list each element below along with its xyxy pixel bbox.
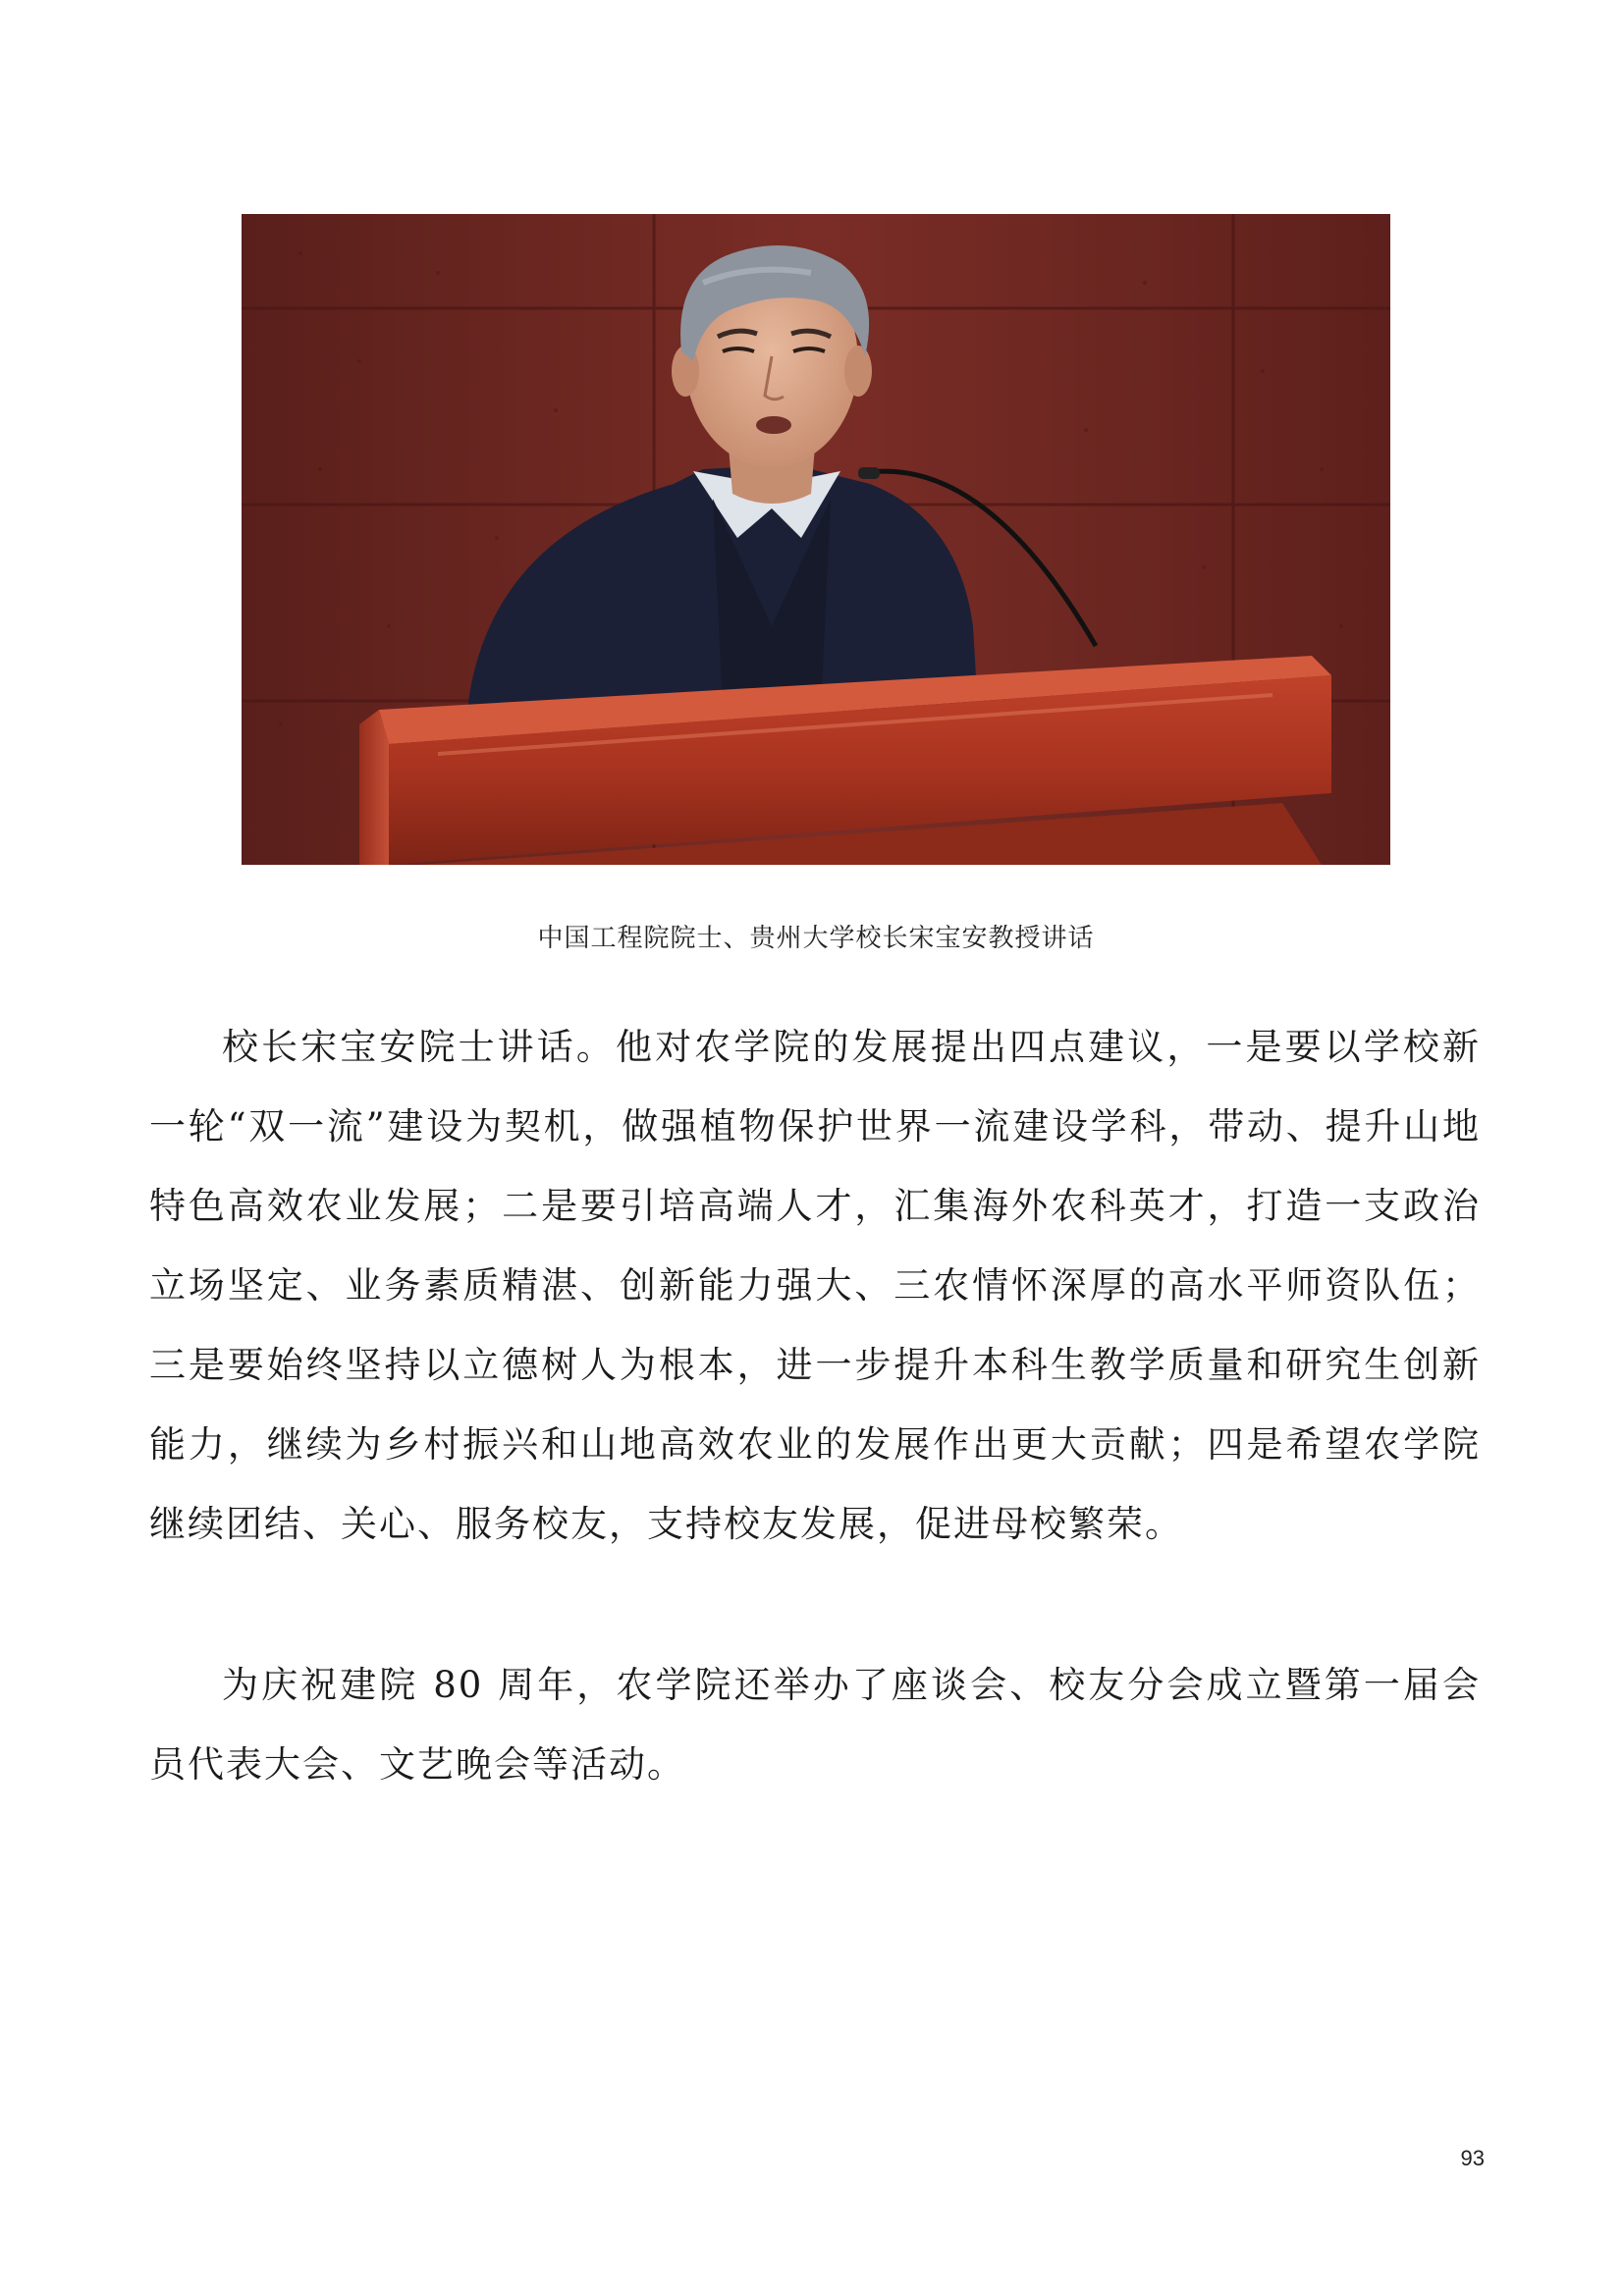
photo-caption: 中国工程院院士、贵州大学校长宋宝安教授讲话	[537, 924, 1095, 953]
body-paragraph-2: 为庆祝建院 80 周年，农学院还举办了座谈会、校友分会成立暨第一届会员代表大会、文艺晚会等活动。	[149, 1664, 1481, 1786]
speech-photo	[242, 214, 1390, 865]
page-number: 93	[1460, 2146, 1485, 2170]
speaker-at-podium-image	[242, 214, 1390, 865]
body-paragraph-1: 校长宋宝安院士讲话。他对农学院的发展提出四点建议，一是要以学校新一轮“双一流”建设为契机，做强植物保护世界一流建设学科，带动、提升山地特色高效农业发展；二是要引培高端人才，汇集海外农科英才，打造一支政治立场坚定、业务素质精湛、创新能力强大、三农情怀深厚的高水平师资队伍；三是要始终坚持以立德树人为根本，进一步提升本科生教学质量和研究生创新能力，继续为乡村振兴和山地高效农业的发展作出更大贡献；四是希望农学院继续团结、关心、服务校友，支持校友发展，促进母校繁荣。	[149, 1026, 1481, 1545]
